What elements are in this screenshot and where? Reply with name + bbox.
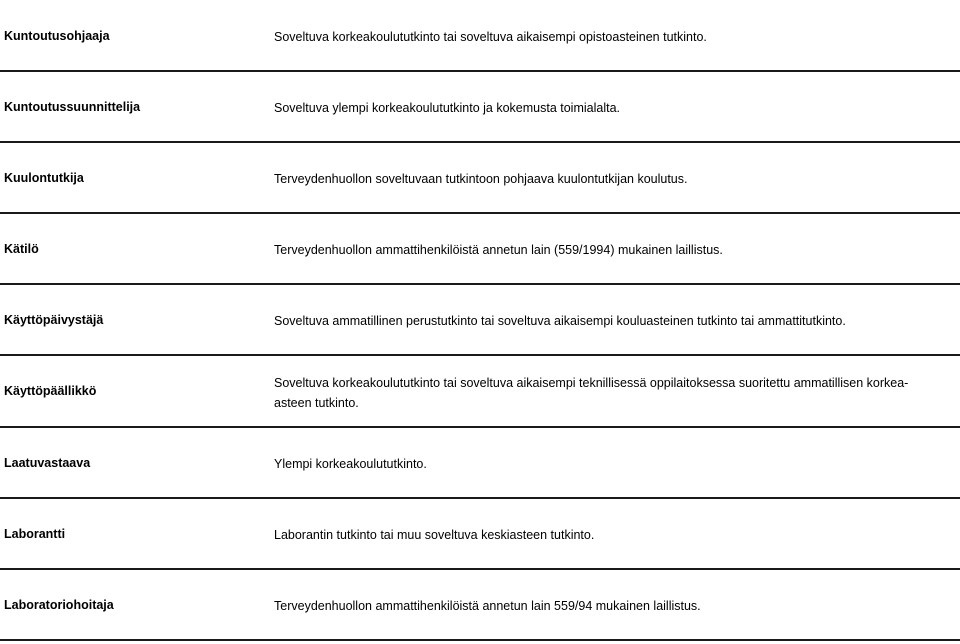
row-title: Kuulontutkija xyxy=(4,171,84,185)
row-title: Laboratoriohoitaja xyxy=(4,598,114,612)
row-requirement: Terveydenhuollon soveltuvaan tutkintoon pohjaava kuulontutkijan koulutus. xyxy=(274,172,688,186)
row-requirement: Ylempi korkeakoulututkinto. xyxy=(274,457,427,471)
row-requirement: Terveydenhuollon ammattihenkilöistä annetun lain 559/94 mukainen laillistus. xyxy=(274,599,701,613)
row-requirement: Soveltuva korkeakoulututkinto tai soveltuva aikaisempi opistoasteinen tutkinto. xyxy=(274,30,707,44)
row-requirement: Soveltuva ammatillinen perustutkinto tai soveltuva aikaisempi kouluasteinen tutkinto tai ammattitutkinto. xyxy=(274,314,846,328)
table-row xyxy=(0,428,960,499)
table-row xyxy=(0,214,960,285)
row-title: Laatuvastaava xyxy=(4,456,91,470)
row-requirement: Terveydenhuollon ammattihenkilöistä annetun lain (559/1994) mukainen laillistus. xyxy=(274,243,723,257)
row-title: Kuntoutussuunnittelija xyxy=(4,100,141,114)
row-title: Kätilö xyxy=(4,242,39,256)
table-row xyxy=(0,356,960,428)
table-row xyxy=(0,285,960,356)
table-row xyxy=(0,499,960,570)
table-row xyxy=(0,570,960,641)
table-row xyxy=(0,0,960,72)
row-requirement: Laborantin tutkinto tai muu soveltuva keskiasteen tutkinto. xyxy=(274,528,595,542)
row-title: Käyttöpäivystäjä xyxy=(4,313,104,327)
row-title: Laborantti xyxy=(4,527,66,541)
row-title: Kuntoutusohjaaja xyxy=(4,29,110,43)
table-row xyxy=(0,72,960,143)
row-requirement: Soveltuva korkeakoulututkinto tai soveltuva aikaisempi teknillisessä oppilaitoksessa suoritettu ammatillisen korkea-asteen tutkinto. xyxy=(274,376,909,410)
row-requirement: Soveltuva ylempi korkeakoulututkinto ja kokemusta toimialalta. xyxy=(274,101,621,115)
table-row xyxy=(0,143,960,214)
row-title: Käyttöpäällikkö xyxy=(4,384,97,398)
